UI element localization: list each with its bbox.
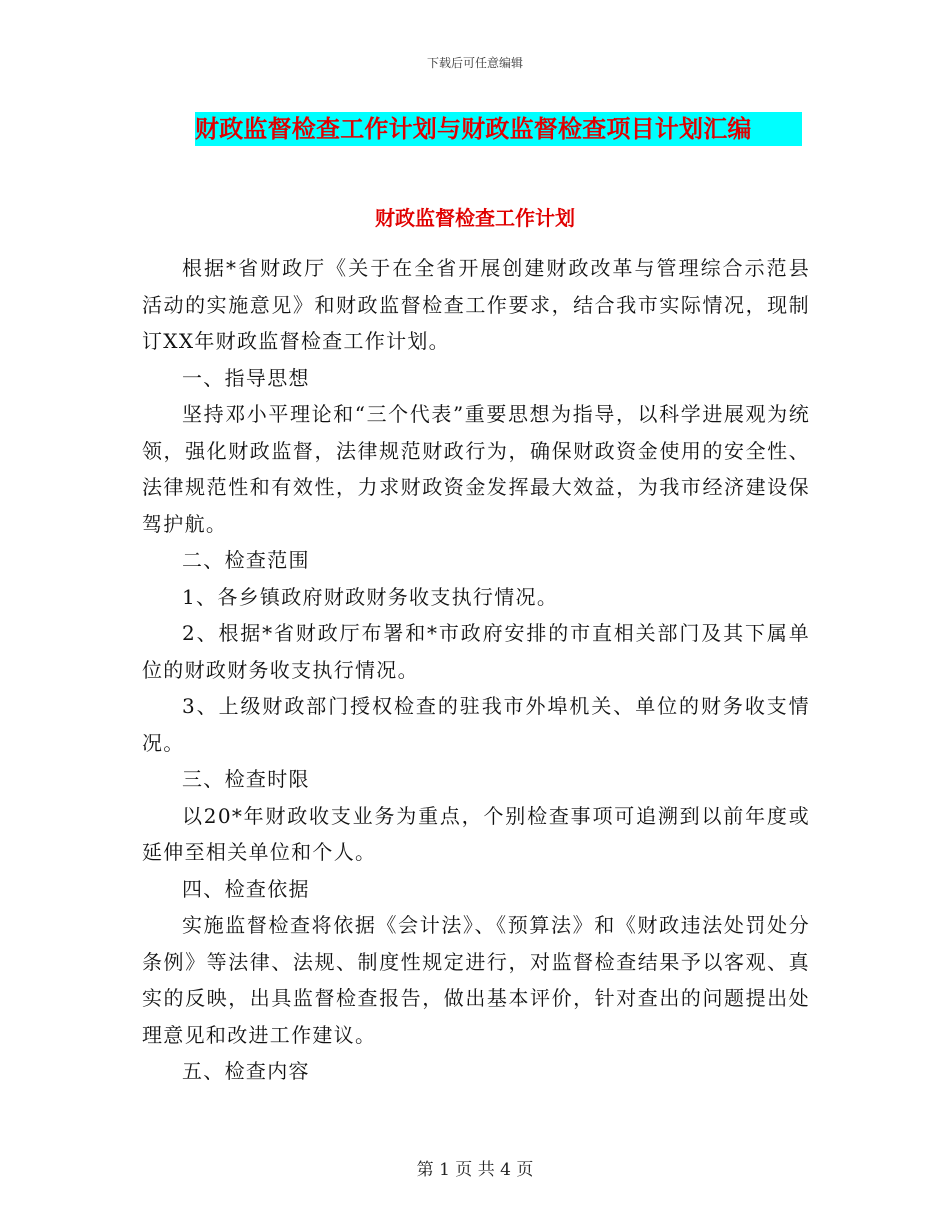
body-text <box>142 250 810 1090</box>
heading-inspection-content: 五、检查内容 <box>182 1059 310 1083</box>
download-note: 下载后可任意编辑 <box>426 56 523 70</box>
paragraph-scope-item-3: 3、上级财政部门授权检查的驻我市外埠机关、单位的财务收支情况。 <box>142 694 810 755</box>
heading-inspection-scope: 二、检查范围 <box>182 548 310 572</box>
paragraph-inspection-period: 以20*年财政收支业务为重点，个别检查事项可追溯到以前年度或延伸至相关单位和个人。 <box>142 803 810 864</box>
heading-inspection-period: 三、检查时限 <box>182 767 310 791</box>
paragraph-inspection-basis: 实施监督检查将依据《会计法》、《预算法》和《财政违法处罚处分条例》等法律、法规、制度性规定进行，对监督检查结果予以客观、真实的反映，出具监督检查报告，做出基本评价，针对查出的问题提出处理意见和改进工作建议。 <box>142 913 810 1047</box>
paragraph-intro: 根据*省财政厅《关于在全省开展创建财政改革与管理综合示范县活动的实施意见》和财政监督检查工作要求，结合我市实际情况，现制订XX年财政监督检查工作计划。 <box>142 256 810 353</box>
page-number: 第 1 页 共 4 页 <box>416 1160 534 1180</box>
paragraph-scope-item-1: 1、各乡镇政府财政财务收支执行情况。 <box>182 584 559 609</box>
paragraph-scope-item-2: 2、根据*省财政厅布署和*市政府安排的市直相关部门及其下属单位的财政财务收支执行情况。 <box>142 621 810 682</box>
paragraph-guiding-ideology: 坚持邓小平理论和“三个代表”重要思想为指导，以科学进展观为统领，强化财政监督，法律规范财政行为，确保财政资金使用的安全性、法律规范性和有效性，力求财政资金发挥最大效益，为我市经济建设保驾护航。 <box>142 402 810 536</box>
main-title-highlight <box>195 112 802 146</box>
main-title: 财政监督检查工作计划与财政监督检查项目计划汇编 <box>195 115 752 143</box>
heading-guiding-ideology: 一、指导思想 <box>182 365 310 390</box>
section-title: 财政监督检查工作计划 <box>375 206 575 230</box>
heading-inspection-basis: 四、检查依据 <box>182 876 310 901</box>
